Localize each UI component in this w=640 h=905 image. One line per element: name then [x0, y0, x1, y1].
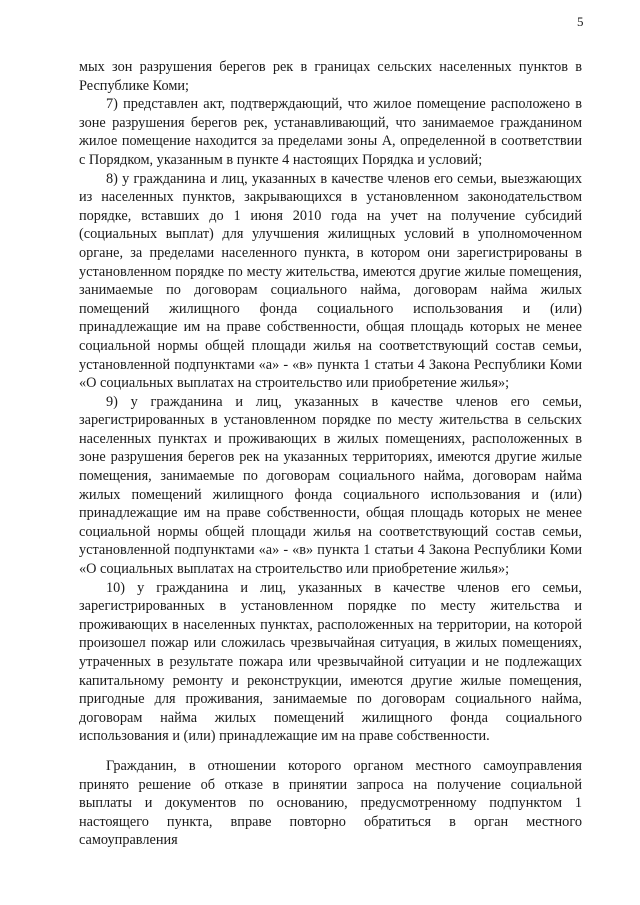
paragraph-item-9: 9) у гражданина и лиц, указанных в качестве членов его семьи, зарегистрированных в установленном порядке по месту жительства в сельских населенных пунктах и проживающих в жилых помещениях, расположенных в зоне разрушения берегов рек на указанных территориях, имеются другие жилые помещения, занимаемые по договорам социального найма, договорам найма жилых помещений жилищного фонда социального использования и (или) принадлежащие им на праве собственности, общая площадь которых не менее социальной нормы общей площади жилья на соответствующий состав семьи, установленной подпунктами «а» - «в» пункта 1 статьи 4 Закона Республики Коми «О социальных выплатах на строительство или приобретение жилья»; [79, 393, 582, 578]
paragraph-continuation: мых зон разрушения берегов рек в границах сельских населенных пунктов в Республике Коми; [79, 59, 582, 94]
paragraph-citizen-appeal: Гражданин, в отношении которого органом местного самоуправления принято решение об отказе в принятии запроса на получение социальной выплаты и документов по основанию, предусмотренному подпунктом 1 настоящего пункта, вправе повторно обратиться в орган местного самоуправления [79, 757, 582, 849]
paragraph-item-7: 7) представлен акт, подтверждающий, что жилое помещение расположено в зоне разрушения берегов рек, устанавливающий, что занимаемое гражданином жилое помещение находится за пределами зоны А, определенной в соответствии с Порядком, указанным в пункте 4 настоящих Порядка и условий; [79, 96, 582, 168]
paragraph-item-10: 10) у гражданина и лиц, указанных в качестве членов его семьи, зарегистрированных в установленном порядке по месту жительства и проживающих в населенных пунктах, расположенных на территории, на которой произошел пожар или сложилась чрезвычайная ситуация, в жилых помещениях, утраченных в результате пожара или чрезвычайной ситуации и не подлежащих капитальному ремонту и реконструкции, имеются другие жилые помещения, пригодные для проживания, занимаемые по договорам социального найма, договорам найма жилых помещений жилищного фонда социального использования и (или) принадлежащие им на праве собственности. [79, 579, 582, 745]
document-body [79, 58, 582, 850]
paragraph-gap [79, 746, 582, 757]
page-number: 5 [577, 14, 584, 29]
paragraph-item-8: 8) у гражданина и лиц, указанных в качестве членов его семьи, выезжающих из населенных пунктов, закрывающихся в установленном законодательством порядке, вставших до 1 июня 2010 года на учет на получение субсидий (социальных выплат) для улучшения жилищных условий в уполномоченном органе, за пределами населенного пункта, в котором они зарегистрированы в установленном порядке по месту жительства, имеются другие жилые помещения, занимаемые по договорам социального найма, договорам найма жилых помещений жилищного фонда социального использования и (или) принадлежащие им на праве собственности, общая площадь которых не менее социальной нормы общей площади жилья на соответствующий состав семьи, установленной подпунктами «а» - «в» пункта 1 статьи 4 Закона Республики Коми «О социальных выплатах на строительство или приобретение жилья»; [79, 170, 582, 392]
